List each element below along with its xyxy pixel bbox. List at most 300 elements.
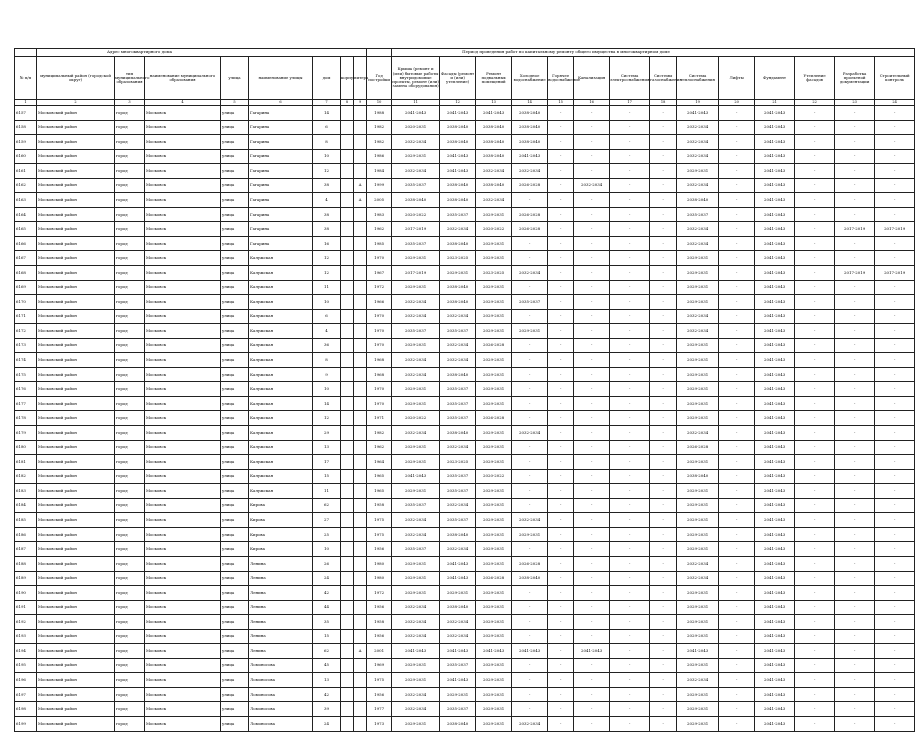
table-cell: 62 <box>313 498 341 513</box>
table-cell: Калужская <box>249 484 313 499</box>
table-cell: - <box>548 251 574 266</box>
table-cell <box>341 236 354 251</box>
table-row <box>15 207 915 222</box>
table-cell: - <box>512 309 548 324</box>
table-cell: - <box>610 687 650 702</box>
table-cell <box>341 266 354 281</box>
table-cell: 6199 <box>15 716 37 731</box>
table-cell: 2032-2034 <box>440 353 476 368</box>
table-cell: - <box>610 324 650 339</box>
table-cell: Гагарина <box>249 236 313 251</box>
table-cell: Московский район <box>37 600 115 615</box>
table-cell: - <box>875 571 915 586</box>
table-cell: 2041-2043 <box>755 324 795 339</box>
table-cell: - <box>795 615 835 630</box>
table-cell: 1971 <box>367 411 392 426</box>
table-cell: - <box>875 644 915 659</box>
table-cell: - <box>610 338 650 353</box>
table-cell: 2029-2031 <box>476 440 512 455</box>
table-cell: - <box>610 716 650 731</box>
table-cell: 2029-2031 <box>476 367 512 382</box>
table-cell: 2032-2034 <box>440 542 476 557</box>
table-cell: 2035-2037 <box>392 324 440 339</box>
table-cell: 2029-2031 <box>476 280 512 295</box>
table-cell: Московск <box>145 586 221 601</box>
table-cell: Московский район <box>37 382 115 397</box>
table-cell: - <box>719 426 755 441</box>
table-cell: Московск <box>145 542 221 557</box>
table-cell <box>354 149 367 164</box>
table-cell: 6192 <box>15 615 37 630</box>
table-cell: - <box>548 106 574 121</box>
table-cell: Ломоносова <box>249 687 313 702</box>
table-cell: 2029-2031 <box>677 251 719 266</box>
table-cell: город <box>115 280 145 295</box>
table-cell: город <box>115 324 145 339</box>
table-cell: - <box>719 149 755 164</box>
table-cell: 8 <box>313 135 341 150</box>
table-cell: - <box>835 527 875 542</box>
table-cell: 2032-2034 <box>677 309 719 324</box>
table-cell <box>354 484 367 499</box>
table-cell: 2032-2034 <box>392 353 440 368</box>
table-cell: Московский район <box>37 338 115 353</box>
table-cell: 1988 <box>367 106 392 121</box>
table-cell: 2026-2028 <box>512 222 548 237</box>
table-cell: 2029-2031 <box>392 440 440 455</box>
table-cell: 2032-2034 <box>392 426 440 441</box>
table-cell: - <box>875 600 915 615</box>
table-cell: - <box>548 556 574 571</box>
table-cell: Московск <box>145 426 221 441</box>
table-cell: - <box>719 396 755 411</box>
table-cell: город <box>115 222 145 237</box>
table-cell: улица <box>221 164 249 179</box>
table-cell: 2026-2028 <box>677 440 719 455</box>
table-cell: 2032-2034 <box>512 164 548 179</box>
table-cell: - <box>574 571 610 586</box>
table-cell: 15 <box>313 469 341 484</box>
table-cell: 2032-2034 <box>677 178 719 193</box>
table-cell: 2041-2043 <box>755 367 795 382</box>
table-cell: Калужская <box>249 338 313 353</box>
table-cell: 17 <box>313 455 341 470</box>
table-cell <box>354 571 367 586</box>
table-cell: Московск <box>145 324 221 339</box>
table-cell: - <box>875 353 915 368</box>
column-number: 12 <box>440 100 476 106</box>
table-cell: 2029-2031 <box>677 658 719 673</box>
table-cell: Московск <box>145 382 221 397</box>
table-cell: - <box>512 353 548 368</box>
table-cell: - <box>835 673 875 688</box>
table-cell: Московск <box>145 135 221 150</box>
table-cell: - <box>719 673 755 688</box>
table-cell: - <box>795 135 835 150</box>
table-cell <box>354 426 367 441</box>
table-cell: 2005 <box>367 193 392 208</box>
table-cell: - <box>650 280 677 295</box>
table-cell: город <box>115 469 145 484</box>
table-cell: 2029-2031 <box>476 658 512 673</box>
table-row <box>15 484 915 499</box>
table-cell <box>354 629 367 644</box>
table-cell: 2017-2019 <box>875 266 915 281</box>
table-cell: 13 <box>313 440 341 455</box>
column-number: 10 <box>367 100 392 106</box>
table-cell: - <box>574 673 610 688</box>
table-cell: - <box>835 411 875 426</box>
table-cell: - <box>719 309 755 324</box>
table-cell: улица <box>221 338 249 353</box>
table-cell: Московский район <box>37 396 115 411</box>
table-cell: - <box>835 135 875 150</box>
table-cell: - <box>875 382 915 397</box>
table-cell: 38 <box>313 207 341 222</box>
table-cell: 2041-2043 <box>440 644 476 659</box>
table-cell <box>354 702 367 717</box>
table-cell: 2029-2031 <box>392 571 440 586</box>
table-cell: - <box>875 484 915 499</box>
table-cell: 2038-2040 <box>677 193 719 208</box>
table-cell: 2032-2034 <box>392 513 440 528</box>
table-cell: 6190 <box>15 586 37 601</box>
table-cell: - <box>574 455 610 470</box>
table-cell: - <box>795 586 835 601</box>
table-cell: - <box>574 440 610 455</box>
table-cell: улица <box>221 513 249 528</box>
table-cell: 2029-2031 <box>677 600 719 615</box>
table-cell: - <box>574 309 610 324</box>
table-cell: Московский район <box>37 615 115 630</box>
table-cell: - <box>574 324 610 339</box>
table-cell <box>354 615 367 630</box>
table-cell: - <box>610 629 650 644</box>
table-cell: 2029-2031 <box>392 251 440 266</box>
table-cell: улица <box>221 556 249 571</box>
column-number: 6 <box>249 100 313 106</box>
table-cell: - <box>650 396 677 411</box>
table-cell: город <box>115 542 145 557</box>
table-cell: улица <box>221 295 249 310</box>
table-cell: - <box>610 251 650 266</box>
table-cell: - <box>548 149 574 164</box>
column-number: 20 <box>719 100 755 106</box>
table-cell: - <box>548 615 574 630</box>
table-cell: - <box>835 149 875 164</box>
table-cell: - <box>835 309 875 324</box>
table-cell: 6164 <box>15 207 37 222</box>
table-cell: город <box>115 571 145 586</box>
table-cell: Московск <box>145 571 221 586</box>
table-row <box>15 309 915 324</box>
table-cell: 2032-2034 <box>677 556 719 571</box>
table-cell: - <box>548 280 574 295</box>
table-row <box>15 455 915 470</box>
table-cell: - <box>650 586 677 601</box>
table-cell: город <box>115 178 145 193</box>
table-cell <box>341 716 354 731</box>
table-cell: 2029-2031 <box>476 236 512 251</box>
table-cell: - <box>795 193 835 208</box>
table-cell: - <box>574 600 610 615</box>
table-cell: - <box>795 266 835 281</box>
table-cell: - <box>650 193 677 208</box>
table-cell: - <box>574 556 610 571</box>
table-cell: - <box>610 280 650 295</box>
table-cell: - <box>548 571 574 586</box>
table-cell: Кирова <box>249 542 313 557</box>
table-cell: 2032-2034 <box>440 440 476 455</box>
table-cell: - <box>548 527 574 542</box>
table-cell: 6196 <box>15 673 37 688</box>
table-cell: 2041-2043 <box>755 469 795 484</box>
column-number: 23 <box>835 100 875 106</box>
table-row <box>15 178 915 193</box>
table-cell: 1965 <box>367 484 392 499</box>
table-cell: - <box>835 571 875 586</box>
table-cell <box>354 716 367 731</box>
table-cell: - <box>835 644 875 659</box>
table-cell: - <box>719 629 755 644</box>
table-cell: - <box>650 236 677 251</box>
column-header: Лифты <box>719 57 755 100</box>
table-cell: 2041-2043 <box>755 280 795 295</box>
table-cell: 2041-2043 <box>755 716 795 731</box>
table-cell: 2041-2043 <box>755 193 795 208</box>
table-cell: - <box>719 455 755 470</box>
table-cell: - <box>719 716 755 731</box>
table-cell: 2038-2040 <box>677 469 719 484</box>
table-cell: - <box>650 673 677 688</box>
table-cell: город <box>115 426 145 441</box>
table-cell: 2029-2031 <box>677 455 719 470</box>
table-cell: 2029-2031 <box>392 716 440 731</box>
table-cell: - <box>548 266 574 281</box>
table-cell: - <box>835 396 875 411</box>
table-cell: - <box>835 426 875 441</box>
table-cell: улица <box>221 469 249 484</box>
table-cell: - <box>719 586 755 601</box>
table-cell <box>341 251 354 266</box>
table-cell: - <box>610 455 650 470</box>
table-cell <box>354 440 367 455</box>
table-cell: - <box>610 135 650 150</box>
table-cell: 1969 <box>367 658 392 673</box>
table-cell: - <box>548 164 574 179</box>
table-cell: - <box>548 324 574 339</box>
table-cell: - <box>610 178 650 193</box>
header-row <box>15 57 915 100</box>
table-cell: 2029-2031 <box>677 542 719 557</box>
table-cell: 2032-2034 <box>392 615 440 630</box>
table-cell: 1958 <box>367 615 392 630</box>
table-cell: город <box>115 615 145 630</box>
table-cell: улица <box>221 193 249 208</box>
table-cell: 2032-2034 <box>392 687 440 702</box>
table-cell: - <box>548 135 574 150</box>
table-cell: 6161 <box>15 164 37 179</box>
table-cell: Московский район <box>37 222 115 237</box>
table-cell: 2029-2031 <box>677 687 719 702</box>
column-number: 16 <box>574 100 610 106</box>
table-cell: 1985 <box>367 236 392 251</box>
table-cell: - <box>875 687 915 702</box>
table-cell: 29 <box>313 426 341 441</box>
table-row <box>15 716 915 731</box>
table-cell: 2041-2043 <box>755 338 795 353</box>
table-cell: 2032-2034 <box>677 324 719 339</box>
table-cell: 2032-2034 <box>677 571 719 586</box>
table-cell: 14 <box>313 106 341 121</box>
table-cell: - <box>650 207 677 222</box>
table-cell: город <box>115 295 145 310</box>
table-cell: - <box>875 542 915 557</box>
table-cell <box>341 295 354 310</box>
table-cell: улица <box>221 687 249 702</box>
table-cell: Ленина <box>249 644 313 659</box>
table-cell: 2029-2031 <box>476 455 512 470</box>
table-cell: Московск <box>145 266 221 281</box>
table-cell: город <box>115 658 145 673</box>
table-cell: 2032-2034 <box>392 702 440 717</box>
table-cell <box>341 411 354 426</box>
table-cell: - <box>574 236 610 251</box>
table-cell: Московский район <box>37 527 115 542</box>
table-cell: Московский район <box>37 324 115 339</box>
column-number: 5 <box>221 100 249 106</box>
table-row <box>15 396 915 411</box>
table-cell: 2017-2019 <box>835 266 875 281</box>
table-cell: Калужская <box>249 411 313 426</box>
table-cell: улица <box>221 629 249 644</box>
column-number: 8 <box>341 100 354 106</box>
table-cell: улица <box>221 280 249 295</box>
table-cell: 2041-2043 <box>755 382 795 397</box>
table-cell: Ломоносова <box>249 673 313 688</box>
table-cell: 1984 <box>367 164 392 179</box>
table-cell: - <box>574 513 610 528</box>
table-cell: - <box>875 586 915 601</box>
table-cell: - <box>650 426 677 441</box>
table-cell: 6170 <box>15 295 37 310</box>
table-cell: 12 <box>313 411 341 426</box>
table-cell: 2041-2043 <box>755 498 795 513</box>
table-cell: Московск <box>145 600 221 615</box>
column-header: Крыша (ремонт и (или) бытовые работы внутридомовые проекты, ремонт (или) замена оборудования) <box>392 57 440 100</box>
table-cell: - <box>719 164 755 179</box>
table-cell <box>354 295 367 310</box>
table-cell: 2020-2022 <box>476 222 512 237</box>
table-cell: 6176 <box>15 382 37 397</box>
table-cell: - <box>795 498 835 513</box>
document-sheet <box>14 48 910 732</box>
table-cell: город <box>115 193 145 208</box>
table-row <box>15 106 915 121</box>
table-cell: 2029-2031 <box>440 586 476 601</box>
table-cell: - <box>650 251 677 266</box>
table-cell: - <box>795 469 835 484</box>
table-cell: 2029-2031 <box>392 280 440 295</box>
table-cell: - <box>548 396 574 411</box>
table-cell: 2032-2034 <box>512 716 548 731</box>
table-cell: Московский район <box>37 280 115 295</box>
table-cell: 2041-2043 <box>392 469 440 484</box>
table-cell: 1968 <box>367 353 392 368</box>
table-row <box>15 629 915 644</box>
table-cell: Калужская <box>249 266 313 281</box>
table-cell: - <box>512 586 548 601</box>
table-cell: - <box>512 484 548 499</box>
table-cell: - <box>512 367 548 382</box>
table-cell: - <box>875 309 915 324</box>
table-cell: город <box>115 586 145 601</box>
table-cell: 2041-2043 <box>755 411 795 426</box>
table-cell: улица <box>221 455 249 470</box>
table-cell: 2032-2034 <box>677 135 719 150</box>
table-cell: Московский район <box>37 556 115 571</box>
column-number: 11 <box>392 100 440 106</box>
table-cell: 2029-2031 <box>512 527 548 542</box>
table-cell: Московский район <box>37 106 115 121</box>
header-blank <box>15 49 37 57</box>
table-cell: 2041-2043 <box>755 396 795 411</box>
table-cell: 2032-2034 <box>476 164 512 179</box>
table-cell: город <box>115 411 145 426</box>
table-cell: - <box>795 527 835 542</box>
column-header: муниципальный район (городской округ) <box>37 57 115 100</box>
table-cell: - <box>574 353 610 368</box>
table-cell: 2001 <box>367 644 392 659</box>
table-cell: 2032-2034 <box>512 266 548 281</box>
column-number: 22 <box>795 100 835 106</box>
table-cell: - <box>650 309 677 324</box>
table-cell: 2041-2043 <box>677 644 719 659</box>
table-cell: - <box>719 556 755 571</box>
table-cell: Московский район <box>37 178 115 193</box>
table-cell: Московск <box>145 716 221 731</box>
table-cell: Московский район <box>37 426 115 441</box>
table-cell: Московск <box>145 673 221 688</box>
table-cell: - <box>650 106 677 121</box>
table-cell: 2038-2040 <box>476 178 512 193</box>
table-row <box>15 571 915 586</box>
table-cell: Московский район <box>37 716 115 731</box>
table-cell <box>341 527 354 542</box>
table-cell: - <box>574 527 610 542</box>
table-cell: 2041-2043 <box>755 658 795 673</box>
table-cell: 2029-2031 <box>476 600 512 615</box>
table-cell: 2017-2019 <box>875 222 915 237</box>
table-cell: - <box>574 687 610 702</box>
table-cell: 12 <box>313 251 341 266</box>
table-cell: - <box>610 164 650 179</box>
table-cell: 6189 <box>15 571 37 586</box>
table-cell: - <box>650 178 677 193</box>
table-cell: - <box>574 498 610 513</box>
table-cell: 2038-2040 <box>440 600 476 615</box>
table-cell <box>354 687 367 702</box>
table-row <box>15 469 915 484</box>
table-cell: - <box>610 382 650 397</box>
table-cell: Московский район <box>37 498 115 513</box>
column-number: 19 <box>677 100 719 106</box>
table-cell: 1975 <box>367 527 392 542</box>
table-cell: - <box>835 353 875 368</box>
column-header: литера <box>354 57 367 100</box>
table-cell: - <box>650 469 677 484</box>
table-cell: - <box>795 455 835 470</box>
